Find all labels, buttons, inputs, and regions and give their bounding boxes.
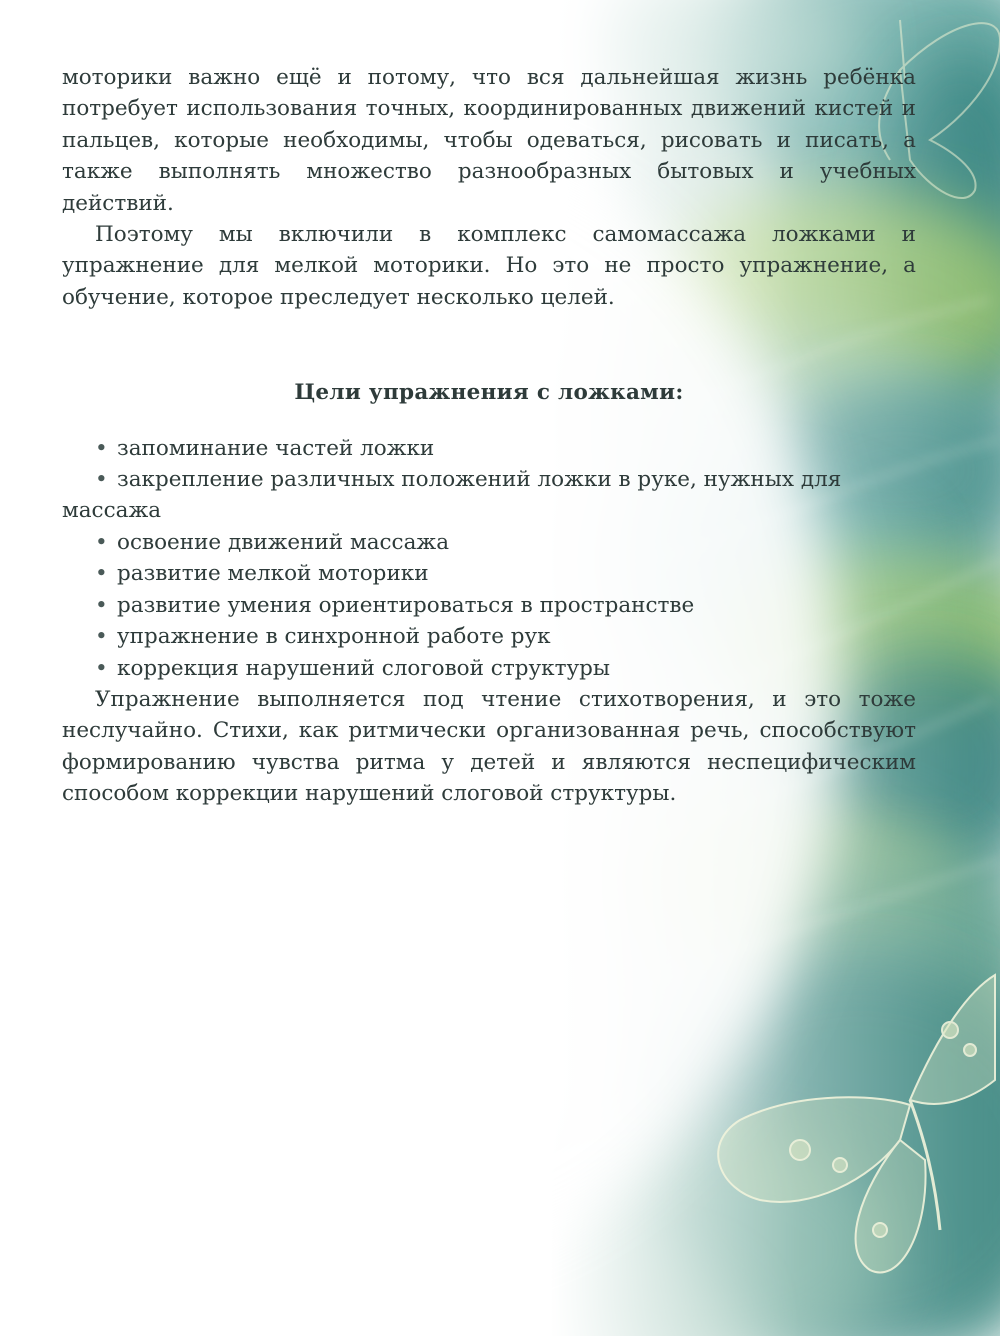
- document-page: [62, 62, 916, 810]
- list-item-text: развитие умения ориентироваться в пространстве: [117, 592, 695, 618]
- intro-paragraph: моторики важно ещё и потому, что вся дальнейшая жизнь ребёнка потребует использования точных, координированных движений кистей и пальцев, которые необходимы, чтобы одеваться, рисовать и писать, а также выполнять множество разнообразных бытовых и учебных действий.: [62, 65, 916, 216]
- list-item-text: коррекция нарушений слоговой структуры: [117, 655, 610, 681]
- bullet-icon: •: [95, 655, 108, 681]
- list-item-text: упражнение в синхронной работе рук: [117, 624, 551, 650]
- bullet-icon: •: [95, 467, 108, 493]
- bullet-icon: •: [95, 529, 108, 555]
- list-item: [62, 527, 916, 558]
- bullet-icon: •: [95, 624, 108, 650]
- list-item-text: запоминание частей ложки: [117, 435, 435, 461]
- bullet-icon: •: [95, 561, 108, 587]
- list-item-text: закрепление различных положений ложки в руке, нужных для массажа: [62, 467, 842, 524]
- list-item: [62, 621, 916, 652]
- list-item-text: освоение движений массажа: [117, 529, 450, 555]
- list-item-text: развитие мелкой моторики: [117, 561, 429, 587]
- goals-list: [62, 433, 916, 684]
- list-item: [62, 558, 916, 589]
- second-paragraph: Поэтому мы включили в комплекс самомассажа ложками и упражнение для мелкой моторики. Но это не просто упражнение, а обучение, которое преследует несколько целей.: [62, 222, 916, 310]
- list-item: [62, 433, 916, 464]
- final-paragraph: Упражнение выполняется под чтение стихотворения, и это тоже неслучайно. Стихи, как ритмически организованная речь, способствуют формированию чувства ритма у детей и являются неспецифическим способом коррекции нарушений слоговой структуры.: [62, 686, 916, 807]
- bullet-icon: •: [95, 592, 108, 618]
- list-item: [62, 464, 916, 527]
- list-item: [62, 590, 916, 621]
- bullet-icon: •: [95, 435, 108, 461]
- goals-heading: Цели упражнения с ложками:: [294, 380, 684, 406]
- list-item: [62, 653, 916, 684]
